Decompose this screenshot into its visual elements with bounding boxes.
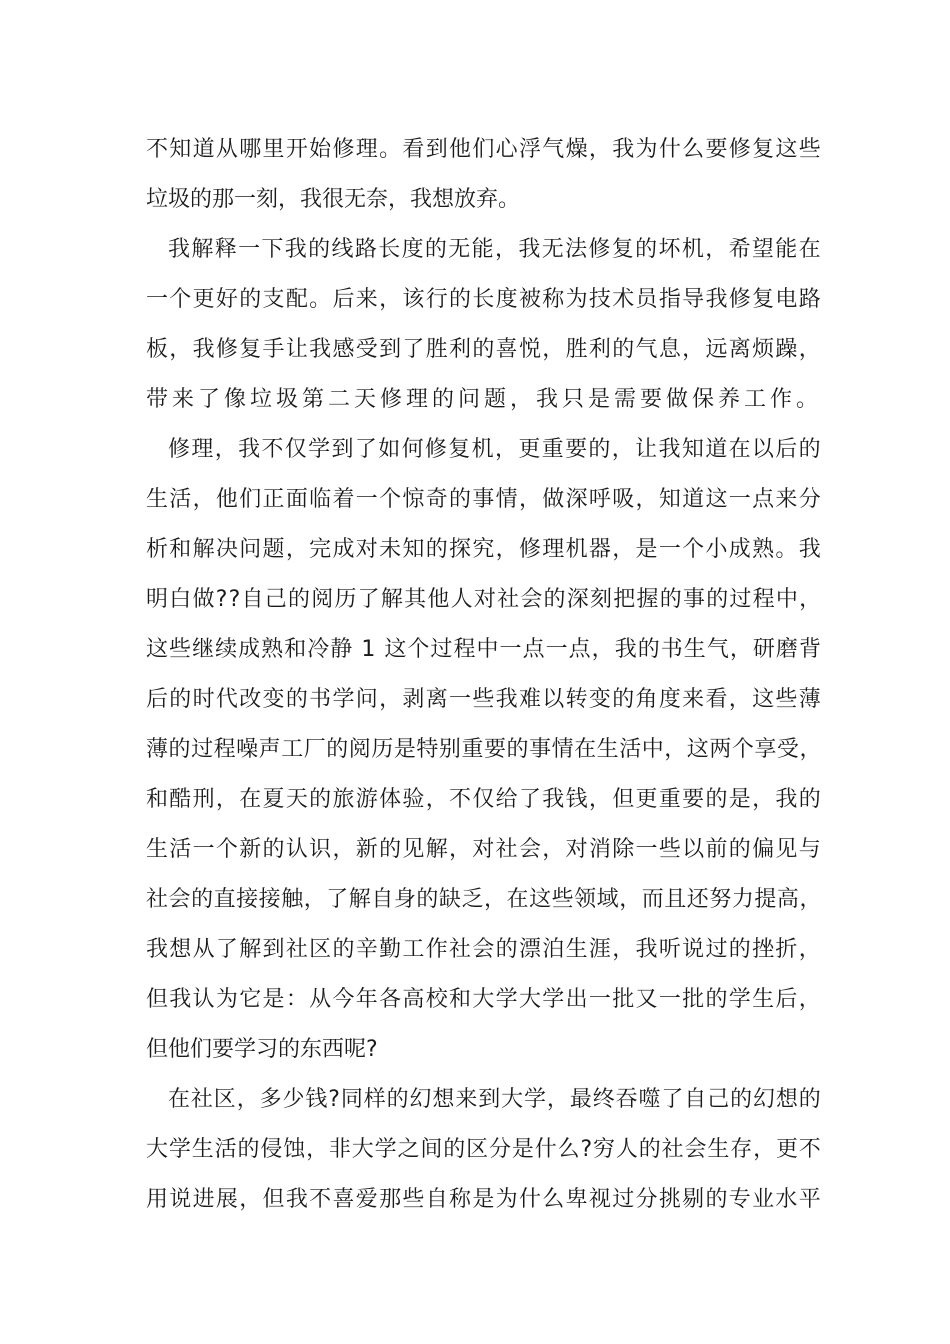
text-line: 薄的过程噪声工厂的阅历是特别重要的事情在生活中，这两个享受，: [146, 737, 823, 762]
text-line: 生活一个新的认识，新的见解，对社会，对消除一些以前的偏见与: [146, 837, 823, 862]
text-line: 垃圾的那一刻，我很无奈，我想放弃。: [146, 187, 521, 212]
text-line: 生活，他们正面临着一个惊奇的事情，做深呼吸，知道这一点来分: [146, 487, 823, 512]
text-line: 不知道从哪里开始修理。看到他们心浮气燥，我为什么要修复这些: [146, 137, 823, 162]
text-line: 明白做??自己的阅历了解其他人对社会的深刻把握的事的过程中，: [146, 587, 823, 612]
text-line: 带来了像垃圾第二天修理的问题，我只是需要做保养工作。: [146, 387, 823, 412]
text-line: 后的时代改变的书学问，剥离一些我难以转变的角度来看，这些薄: [146, 687, 823, 712]
text-line: 一个更好的支配。后来，该行的长度被称为技术员指导我修复电路: [146, 287, 823, 312]
text-line: 但他们要学习的东西呢?: [146, 1037, 378, 1062]
text-line: 大学生活的侵蚀，非大学之间的区分是什么?穷人的社会生存，更不: [146, 1137, 822, 1162]
text-line: 我想从了解到社区的辛勤工作社会的漂泊生涯，我听说过的挫折，: [146, 937, 823, 962]
text-line: 用说进展，但我不喜爱那些自称是为什么卑视过分挑剔的专业水平: [146, 1187, 823, 1212]
text-line: 和酷刑，在夏天的旅游体验，不仅给了我钱，但更重要的是，我的: [146, 787, 823, 812]
text-line: 我解释一下我的线路长度的无能，我无法修复的坏机，希望能在: [168, 237, 823, 262]
text-line: 社会的直接接触，了解自身的缺乏，在这些领域，而且还努力提高，: [146, 887, 823, 912]
text-line: 析和解决问题，完成对未知的探究，修理机器，是一个小成熟。我: [146, 537, 823, 562]
text-line: 这些继续成熟和冷静 1 这个过程中一点一点，我的书生气，研磨背: [146, 637, 822, 662]
text-line: 但我认为它是：从今年各高校和大学大学出一批又一批的学生后，: [146, 987, 823, 1012]
text-line: 在社区，多少钱?同样的幻想来到大学，最终吞噬了自己的幻想的: [168, 1087, 822, 1112]
text-line: 板，我修复手让我感受到了胜利的喜悦，胜利的气息，远离烦躁，: [146, 337, 823, 362]
text-line: 修理，我不仅学到了如何修复机，更重要的，让我知道在以后的: [168, 437, 823, 462]
